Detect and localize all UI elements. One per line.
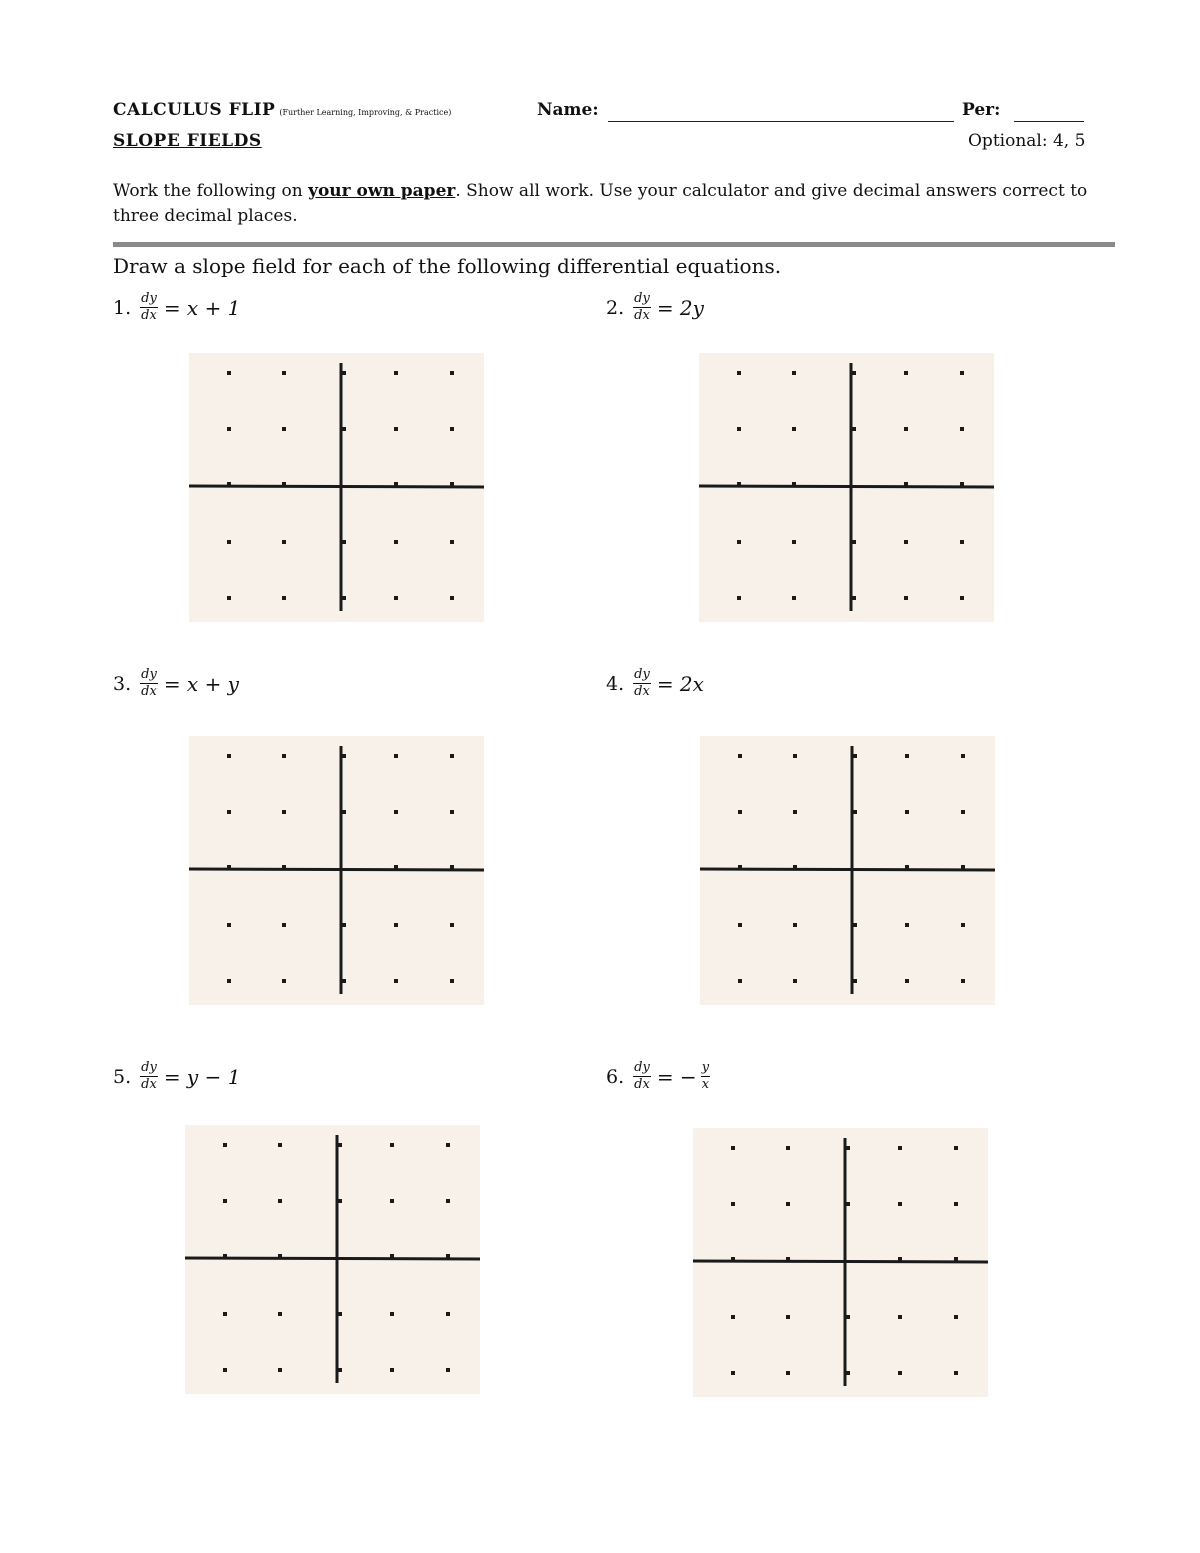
grid-dot bbox=[904, 427, 908, 431]
instructions-part-1: Work the following on bbox=[113, 181, 309, 201]
derivative-fraction bbox=[633, 1061, 651, 1092]
x-axis bbox=[699, 486, 994, 487]
grid-dot bbox=[905, 810, 909, 814]
fraction-numerator: dy bbox=[141, 291, 157, 306]
x-axis-tick bbox=[282, 865, 286, 870]
grid-dot bbox=[446, 1143, 450, 1147]
fraction-numerator: dy bbox=[141, 667, 157, 682]
x-axis-tick bbox=[960, 482, 964, 487]
grid-dot bbox=[223, 1143, 227, 1147]
grid-dot bbox=[898, 1315, 902, 1319]
grid-dot bbox=[278, 1143, 282, 1147]
y-axis-tick bbox=[341, 540, 346, 544]
grid-dot bbox=[960, 371, 964, 375]
slope-field-axes bbox=[189, 353, 484, 622]
grid-dot bbox=[282, 810, 286, 814]
grid-dot bbox=[960, 596, 964, 600]
x-axis-tick bbox=[905, 865, 909, 870]
fraction-numerator: dy bbox=[634, 291, 650, 306]
grid-dot bbox=[282, 427, 286, 431]
y-axis-tick bbox=[851, 371, 856, 375]
grid-dot bbox=[792, 596, 796, 600]
derivative-fraction bbox=[140, 292, 158, 323]
equation-rhs: = 2y bbox=[656, 295, 704, 320]
grid-dot bbox=[786, 1202, 790, 1206]
grid-dot bbox=[446, 1368, 450, 1372]
grid-dot bbox=[960, 427, 964, 431]
slope-field-axes bbox=[700, 736, 995, 1005]
x-axis bbox=[189, 486, 484, 487]
x-axis-tick bbox=[450, 865, 454, 870]
y-axis-tick bbox=[852, 754, 857, 758]
grid-dot bbox=[961, 754, 965, 758]
fraction-denominator: dx bbox=[141, 1077, 157, 1092]
grid-dot bbox=[446, 1312, 450, 1316]
y-axis-tick bbox=[851, 427, 856, 431]
grid-dot bbox=[227, 540, 231, 544]
fraction-numerator: dy bbox=[141, 1060, 157, 1075]
grid-dot bbox=[905, 979, 909, 983]
grid-dot bbox=[450, 810, 454, 814]
grid-dot bbox=[731, 1371, 735, 1375]
grid-dot bbox=[737, 596, 741, 600]
x-axis bbox=[700, 869, 995, 870]
x-axis-tick bbox=[394, 482, 398, 487]
period-blank[interactable] bbox=[1014, 121, 1084, 122]
fraction-numerator: dy bbox=[634, 1060, 650, 1075]
name-blank[interactable] bbox=[608, 121, 954, 122]
grid-dot bbox=[394, 371, 398, 375]
grid-dot bbox=[223, 1368, 227, 1372]
grid-dot bbox=[390, 1199, 394, 1203]
course-name: CALCULUS FLIP bbox=[113, 100, 276, 120]
grid-dot bbox=[227, 810, 231, 814]
grid-dot bbox=[278, 1312, 282, 1316]
name-label: Name: bbox=[537, 100, 599, 120]
derivative-fraction bbox=[140, 668, 158, 699]
x-axis-tick bbox=[450, 482, 454, 487]
problem-3-equation bbox=[113, 668, 239, 699]
slope-field-axes bbox=[185, 1125, 480, 1394]
y-axis-tick bbox=[851, 540, 856, 544]
y-axis-tick bbox=[341, 923, 346, 927]
instructions-emphasis: your own paper bbox=[308, 181, 456, 201]
grid-dot bbox=[282, 371, 286, 375]
x-axis bbox=[693, 1261, 988, 1262]
derivative-fraction bbox=[633, 292, 651, 323]
grid-dot bbox=[792, 540, 796, 544]
y-axis-tick bbox=[341, 810, 346, 814]
problem-2-equation bbox=[606, 292, 704, 323]
grid-dot bbox=[961, 923, 965, 927]
grid-dot bbox=[904, 596, 908, 600]
grid-dot bbox=[394, 979, 398, 983]
grid-dot bbox=[786, 1371, 790, 1375]
course-title bbox=[113, 100, 451, 120]
x-axis-tick bbox=[390, 1254, 394, 1259]
y-axis-tick bbox=[337, 1199, 342, 1203]
grid-dot bbox=[223, 1312, 227, 1316]
grid-dot bbox=[278, 1199, 282, 1203]
fraction-denominator: dx bbox=[634, 684, 650, 699]
grid-dot bbox=[227, 371, 231, 375]
grid-dot bbox=[737, 540, 741, 544]
x-axis-tick bbox=[792, 482, 796, 487]
slope-field-axes bbox=[699, 353, 994, 622]
problem-2-grid[interactable] bbox=[699, 353, 994, 622]
grid-dot bbox=[227, 754, 231, 758]
grid-dot bbox=[394, 810, 398, 814]
grid-dot bbox=[954, 1202, 958, 1206]
grid-dot bbox=[960, 540, 964, 544]
grid-dot bbox=[898, 1146, 902, 1150]
y-axis-tick bbox=[845, 1202, 850, 1206]
equation-rhs: = y − 1 bbox=[163, 1064, 241, 1089]
x-axis-tick bbox=[278, 1254, 282, 1259]
y-axis-tick bbox=[337, 1143, 342, 1147]
x-axis-tick bbox=[223, 1254, 227, 1259]
x-axis bbox=[185, 1258, 480, 1259]
grid-dot bbox=[792, 371, 796, 375]
equation-rhs: = x + y bbox=[163, 671, 239, 696]
x-axis-tick bbox=[394, 865, 398, 870]
y-axis-tick bbox=[337, 1312, 342, 1316]
grid-dot bbox=[446, 1199, 450, 1203]
grid-dot bbox=[450, 596, 454, 600]
y-axis-tick bbox=[341, 427, 346, 431]
x-axis-tick bbox=[731, 1257, 735, 1262]
fraction-denominator: dx bbox=[141, 308, 157, 323]
problem-1-equation bbox=[113, 292, 240, 323]
problem-number: 2. bbox=[606, 296, 625, 319]
problem-number: 6. bbox=[606, 1065, 625, 1088]
x-axis-tick bbox=[954, 1257, 958, 1262]
grid-dot bbox=[738, 810, 742, 814]
directions: Draw a slope field for each of the following differential equations. bbox=[113, 254, 782, 278]
problem-4-grid[interactable] bbox=[700, 736, 995, 1005]
slope-field-axes bbox=[189, 736, 484, 1005]
grid-dot bbox=[223, 1199, 227, 1203]
problem-number: 1. bbox=[113, 296, 132, 319]
instructions bbox=[113, 179, 1113, 229]
problem-4-equation bbox=[606, 668, 704, 699]
instructions-part-2: . Show all work. Use your calculator and give decimal answers correct to three decimal places. bbox=[113, 181, 1088, 226]
grid-dot bbox=[793, 810, 797, 814]
grid-dot bbox=[786, 1146, 790, 1150]
grid-dot bbox=[738, 923, 742, 927]
grid-dot bbox=[282, 754, 286, 758]
fraction-denominator: dx bbox=[634, 1077, 650, 1092]
problem-number: 4. bbox=[606, 672, 625, 695]
course-subtitle: (Further Learning, Improving, & Practice) bbox=[279, 108, 452, 117]
grid-dot bbox=[394, 540, 398, 544]
x-axis-tick bbox=[227, 482, 231, 487]
grid-dot bbox=[961, 979, 965, 983]
x-axis-tick bbox=[737, 482, 741, 487]
grid-dot bbox=[278, 1368, 282, 1372]
rhs-fraction-denominator: x bbox=[701, 1077, 710, 1092]
y-axis-tick bbox=[337, 1368, 342, 1372]
grid-dot bbox=[731, 1202, 735, 1206]
optional-problems: Optional: 4, 5 bbox=[968, 131, 1086, 151]
y-axis-tick bbox=[341, 596, 346, 600]
grid-dot bbox=[390, 1368, 394, 1372]
grid-dot bbox=[793, 923, 797, 927]
x-axis-tick bbox=[793, 865, 797, 870]
equation-rhs: = x + 1 bbox=[163, 295, 241, 320]
x-axis-tick bbox=[898, 1257, 902, 1262]
grid-dot bbox=[898, 1202, 902, 1206]
rhs-fraction-numerator: y bbox=[701, 1060, 710, 1075]
grid-dot bbox=[793, 754, 797, 758]
y-axis-tick bbox=[852, 810, 857, 814]
x-axis-tick bbox=[961, 865, 965, 870]
x-axis-tick bbox=[282, 482, 286, 487]
fraction-denominator: dx bbox=[141, 684, 157, 699]
y-axis-tick bbox=[845, 1371, 850, 1375]
grid-dot bbox=[737, 371, 741, 375]
y-axis-tick bbox=[852, 923, 857, 927]
problem-number: 3. bbox=[113, 672, 132, 695]
divider-rule bbox=[113, 242, 1115, 247]
period-label: Per: bbox=[962, 100, 1001, 120]
grid-dot bbox=[394, 427, 398, 431]
grid-dot bbox=[394, 923, 398, 927]
grid-dot bbox=[793, 979, 797, 983]
rhs-fraction bbox=[701, 1061, 710, 1092]
derivative-fraction bbox=[633, 668, 651, 699]
grid-dot bbox=[737, 427, 741, 431]
problem-6-grid[interactable] bbox=[693, 1128, 988, 1397]
grid-dot bbox=[450, 427, 454, 431]
x-axis-tick bbox=[738, 865, 742, 870]
topic-title: SLOPE FIELDS bbox=[113, 131, 262, 151]
problem-number: 5. bbox=[113, 1065, 132, 1088]
y-axis-tick bbox=[845, 1146, 850, 1150]
grid-dot bbox=[450, 923, 454, 927]
grid-dot bbox=[450, 371, 454, 375]
equation-rhs: = 2x bbox=[656, 671, 704, 696]
x-axis-tick bbox=[227, 865, 231, 870]
grid-dot bbox=[282, 596, 286, 600]
grid-dot bbox=[450, 979, 454, 983]
grid-dot bbox=[450, 754, 454, 758]
problem-3-grid[interactable] bbox=[189, 736, 484, 1005]
y-axis-tick bbox=[845, 1315, 850, 1319]
x-axis-tick bbox=[904, 482, 908, 487]
grid-dot bbox=[786, 1315, 790, 1319]
grid-dot bbox=[905, 754, 909, 758]
grid-dot bbox=[954, 1146, 958, 1150]
grid-dot bbox=[738, 754, 742, 758]
y-axis-tick bbox=[341, 979, 346, 983]
grid-dot bbox=[904, 371, 908, 375]
slope-field-axes bbox=[693, 1128, 988, 1397]
y-axis-tick bbox=[851, 596, 856, 600]
fraction-denominator: dx bbox=[634, 308, 650, 323]
x-axis bbox=[189, 869, 484, 870]
problem-5-grid[interactable] bbox=[185, 1125, 480, 1394]
grid-dot bbox=[898, 1371, 902, 1375]
grid-dot bbox=[450, 540, 454, 544]
derivative-fraction bbox=[140, 1061, 158, 1092]
grid-dot bbox=[904, 540, 908, 544]
grid-dot bbox=[282, 923, 286, 927]
grid-dot bbox=[954, 1371, 958, 1375]
grid-dot bbox=[227, 427, 231, 431]
grid-dot bbox=[905, 923, 909, 927]
x-axis-tick bbox=[446, 1254, 450, 1259]
problem-6-equation bbox=[606, 1061, 716, 1092]
grid-dot bbox=[394, 754, 398, 758]
x-axis-tick bbox=[786, 1257, 790, 1262]
grid-dot bbox=[282, 979, 286, 983]
grid-dot bbox=[731, 1146, 735, 1150]
y-axis-tick bbox=[341, 754, 346, 758]
grid-dot bbox=[961, 810, 965, 814]
grid-dot bbox=[792, 427, 796, 431]
equation-rhs: = − bbox=[656, 1064, 697, 1089]
grid-dot bbox=[227, 979, 231, 983]
grid-dot bbox=[227, 923, 231, 927]
grid-dot bbox=[731, 1315, 735, 1319]
grid-dot bbox=[738, 979, 742, 983]
grid-dot bbox=[954, 1315, 958, 1319]
grid-dot bbox=[394, 596, 398, 600]
grid-dot bbox=[282, 540, 286, 544]
grid-dot bbox=[227, 596, 231, 600]
y-axis-tick bbox=[852, 979, 857, 983]
problem-1-grid[interactable] bbox=[189, 353, 484, 622]
fraction-numerator: dy bbox=[634, 667, 650, 682]
grid-dot bbox=[390, 1312, 394, 1316]
grid-dot bbox=[390, 1143, 394, 1147]
y-axis-tick bbox=[341, 371, 346, 375]
problem-5-equation bbox=[113, 1061, 240, 1092]
